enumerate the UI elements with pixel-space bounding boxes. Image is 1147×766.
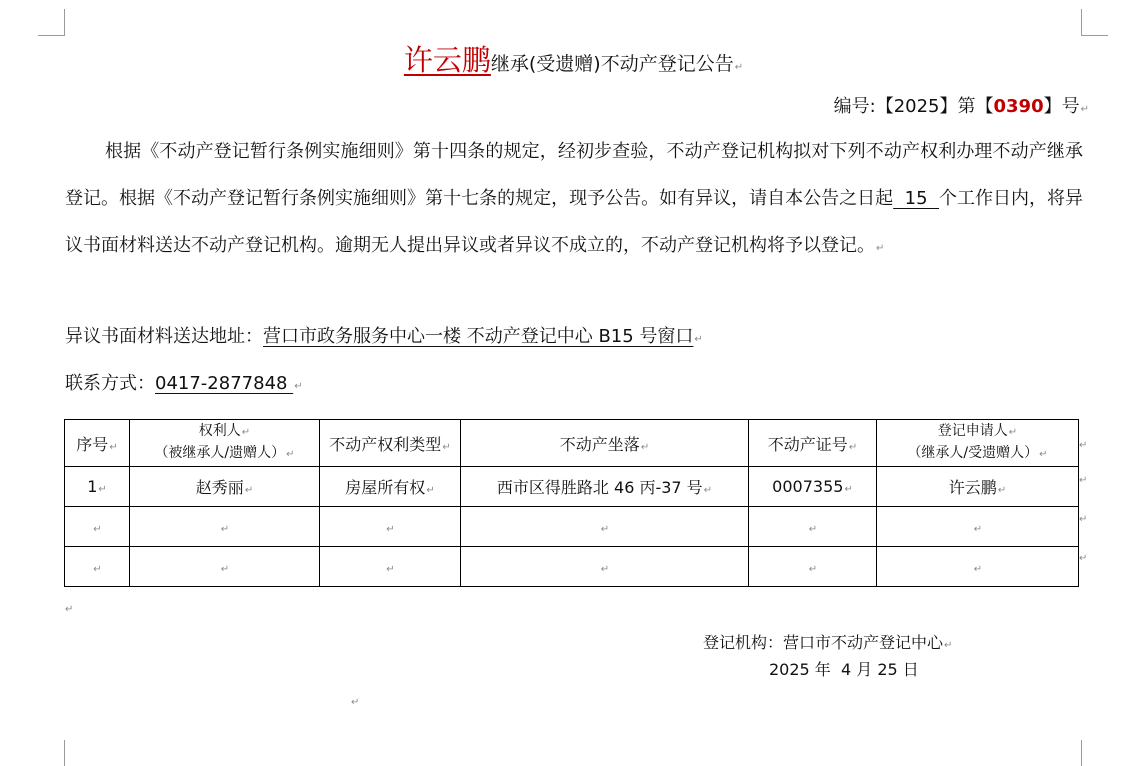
- docno-seq: 0390: [993, 96, 1044, 117]
- header-cert-no: 不动产证号↵: [749, 420, 877, 467]
- row-end-mark-icon: ↵: [1079, 553, 1088, 564]
- cell-empty: ↵: [749, 507, 877, 547]
- docno-prefix: 编号:【2025】第【: [833, 96, 994, 117]
- table-row: [65, 467, 1079, 507]
- body-part2: 个工作日内，将异议书面材料送达不动产登记机构。逾期无人提出异议或者异议不成立的，不动产登记机构将予以登记。: [65, 188, 1084, 256]
- document-number: [834, 92, 1089, 118]
- cell-empty: ↵: [130, 507, 320, 547]
- cell-right-type: 房屋所有权↵: [320, 467, 461, 507]
- issuing-org: 登记机构：营口市不动产登记中心: [703, 633, 944, 652]
- contact-phone: 0417-2877848: [155, 373, 294, 394]
- table-header-row: [65, 420, 1079, 467]
- cell-empty: ↵: [130, 547, 320, 587]
- cell-seq: 1↵: [65, 467, 130, 507]
- notice-body: [65, 128, 1083, 272]
- header-holder: 权利人↵ （被继承人/遗赠人）↵: [130, 420, 320, 467]
- cell-empty: ↵: [877, 547, 1079, 587]
- row-end-mark-icon: ↵: [1079, 440, 1088, 451]
- header-location: 不动产坐落↵: [461, 420, 749, 467]
- cell-empty: ↵: [461, 547, 749, 587]
- docno-suffix: 】号: [1043, 96, 1080, 117]
- cell-empty: ↵: [65, 547, 130, 587]
- cell-empty: ↵: [320, 547, 461, 587]
- cell-empty: ↵: [877, 507, 1079, 547]
- address-line: [65, 322, 703, 348]
- cell-empty: ↵: [320, 507, 461, 547]
- signature-block: [703, 631, 952, 682]
- cell-location: 西市区得胜路北 46 丙-37 号↵: [461, 467, 749, 507]
- issue-date: 2025 年 4 月 25 日: [769, 660, 919, 679]
- header-seq: 序号↵: [65, 420, 130, 467]
- cell-empty: ↵: [461, 507, 749, 547]
- header-right-type: 不动产权利类型↵: [320, 420, 461, 467]
- header-applicant: 登记申请人↵ （继承人/受遗赠人）↵: [877, 420, 1079, 467]
- paragraph-mark-icon: ↵: [876, 243, 885, 254]
- table-row: [65, 547, 1079, 587]
- cell-holder: 赵秀丽↵: [130, 467, 320, 507]
- cell-empty: ↵: [749, 547, 877, 587]
- paragraph-mark-icon: ↵: [65, 604, 74, 615]
- cell-cert-no: 0007355↵: [749, 467, 877, 507]
- paragraph-mark-icon: ↵: [944, 640, 953, 651]
- crop-mark-top-left: [38, 9, 65, 36]
- body-part1: 根据《不动产登记暂行条例实施细则》第十四条的规定，经初步查验，不动产登记机构拟对下列不动产权利办理不动产继承登记。根据《不动产登记暂行条例实施细则》第十七条的规定，现予公告。如有异议，请自本公告之日起: [65, 141, 1083, 209]
- notice-title: [0, 38, 1147, 79]
- table-row: [65, 507, 1079, 547]
- title-name: 许云鹏: [403, 43, 491, 77]
- cell-applicant: 许云鹏↵: [877, 467, 1079, 507]
- address-label: 异议书面材料送达地址：: [65, 326, 263, 347]
- contact-line: [65, 369, 303, 395]
- paragraph-mark-icon: ↵: [734, 62, 744, 73]
- address-value: 营口市政务服务中心一楼 不动产登记中心 B15 号窗口: [263, 326, 694, 347]
- title-rest: 继承(受遗赠)不动产登记公告: [490, 53, 734, 75]
- row-end-mark-icon: ↵: [1079, 514, 1088, 525]
- crop-mark-top-right: [1081, 9, 1108, 36]
- contact-label: 联系方式：: [65, 373, 155, 394]
- paragraph-mark-icon: ↵: [1080, 104, 1089, 115]
- objection-days: 15: [893, 188, 939, 209]
- paragraph-mark-icon: ↵: [294, 381, 303, 392]
- cell-empty: ↵: [65, 507, 130, 547]
- paragraph-mark-icon: ↵: [351, 697, 360, 708]
- row-end-mark-icon: ↵: [1079, 475, 1088, 486]
- paragraph-mark-icon: ↵: [694, 334, 703, 345]
- registration-table: [64, 419, 1079, 587]
